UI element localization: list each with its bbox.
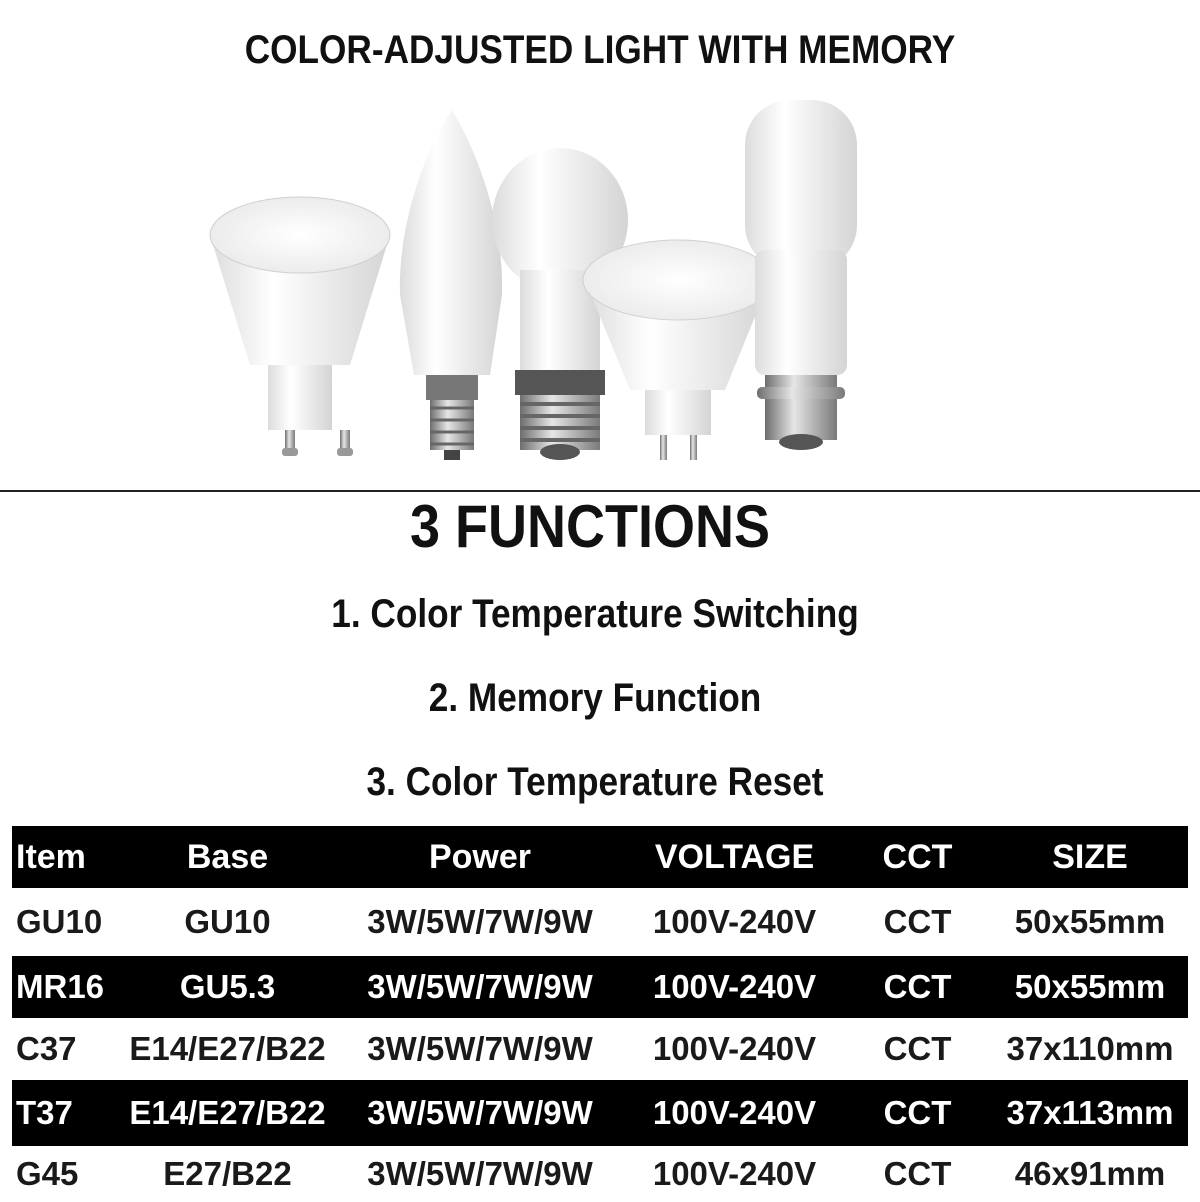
cell-size: 37x110mm — [1006, 1030, 1174, 1067]
candle-bulb — [400, 110, 502, 460]
cell-power: 3W/5W/7W/9W — [367, 968, 593, 1005]
header-cct: CCT — [882, 837, 953, 876]
cell-base: E27/B22 — [163, 1155, 292, 1192]
table-row — [0, 1146, 1200, 1202]
cell-power: 3W/5W/7W/9W — [367, 1155, 593, 1192]
cell-power: 3W/5W/7W/9W — [367, 1030, 593, 1067]
table-row — [0, 1080, 1200, 1146]
cell-power: 3W/5W/7W/9W — [367, 1094, 593, 1131]
cell-item: T37 — [16, 1094, 73, 1131]
header-item: Item — [16, 837, 86, 876]
cell-voltage: 100V-240V — [652, 1155, 817, 1192]
table-header-row — [0, 826, 1200, 888]
functions-title: 3 FUNCTIONS — [409, 493, 771, 560]
table-row — [0, 956, 1200, 1018]
table-row — [0, 1018, 1200, 1080]
mr16-bulb — [583, 240, 773, 460]
cell-item: C37 — [16, 1030, 77, 1067]
function-item-1: 1. Color Temperature Switching — [331, 592, 859, 636]
cell-voltage: 100V-240V — [652, 968, 817, 1005]
cell-voltage: 100V-240V — [652, 903, 817, 940]
cell-size: 50x55mm — [1014, 903, 1166, 940]
cell-base: E14/E27/B22 — [129, 1094, 326, 1131]
header-size: SIZE — [1052, 837, 1128, 876]
gu10-bulb — [210, 197, 390, 456]
cell-cct: CCT — [883, 1094, 952, 1131]
cell-base: GU5.3 — [179, 968, 276, 1005]
cell-cct: CCT — [883, 968, 952, 1005]
cell-size: 50x55mm — [1014, 968, 1166, 1005]
tube-bulb — [745, 100, 857, 450]
table-row — [0, 888, 1200, 956]
cell-power: 3W/5W/7W/9W — [367, 903, 593, 940]
cell-size: 46x91mm — [1014, 1155, 1166, 1192]
spec-table — [0, 826, 1200, 1202]
cell-cct: CCT — [883, 903, 952, 940]
function-item-2: 2. Memory Function — [428, 676, 762, 720]
cell-base: GU10 — [184, 903, 271, 940]
header-base: Base — [186, 837, 269, 876]
header-power: Power — [428, 837, 532, 876]
cell-voltage: 100V-240V — [652, 1030, 817, 1067]
cell-size: 37x113mm — [1006, 1094, 1174, 1131]
cell-item: MR16 — [16, 968, 105, 1005]
header-voltage: VOLTAGE — [654, 837, 815, 876]
headline: COLOR-ADJUSTED LIGHT WITH MEMORY — [244, 28, 956, 72]
cell-voltage: 100V-240V — [652, 1094, 817, 1131]
function-item-3: 3. Color Temperature Reset — [366, 760, 824, 804]
cell-cct: CCT — [883, 1155, 952, 1192]
cell-item: GU10 — [16, 903, 103, 940]
bulb-product-image — [190, 90, 1010, 470]
cell-cct: CCT — [883, 1030, 952, 1067]
cell-item: G45 — [16, 1155, 79, 1192]
cell-base: E14/E27/B22 — [129, 1030, 326, 1067]
